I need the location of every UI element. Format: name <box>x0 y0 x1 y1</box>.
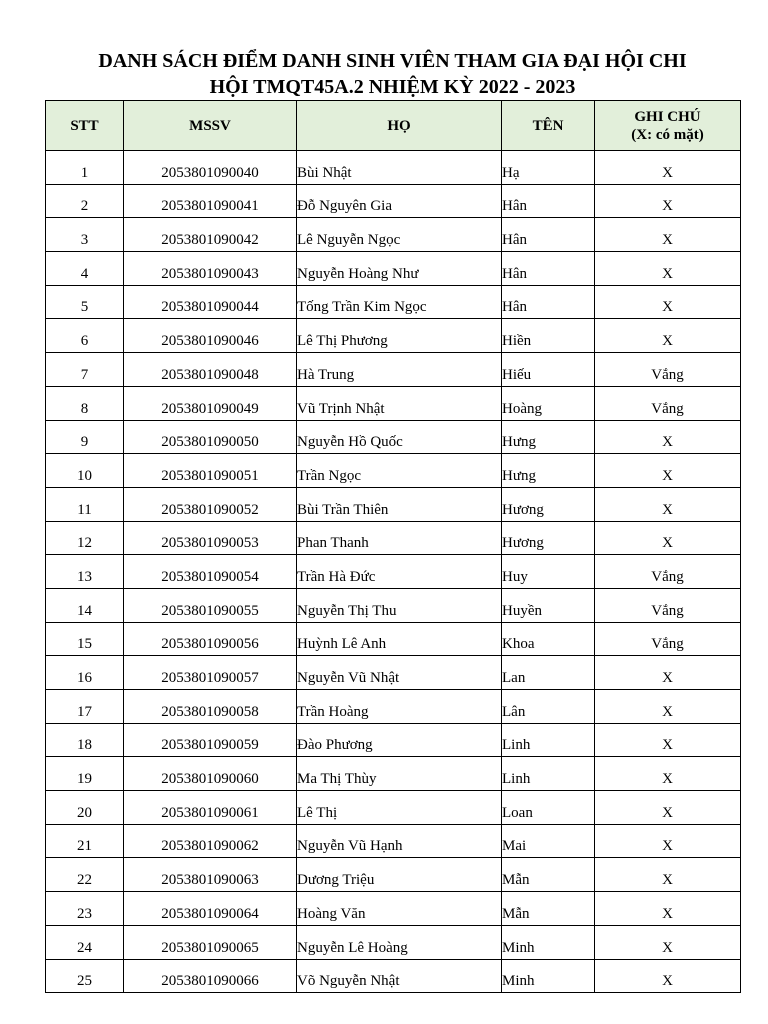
cell-note: X <box>595 925 741 959</box>
table-row <box>46 319 741 353</box>
cell-note: Vắng <box>595 588 741 622</box>
cell-mssv: 2053801090061 <box>124 791 297 825</box>
cell-stt: 16 <box>46 656 124 690</box>
cell-ten: Hân <box>502 218 595 252</box>
cell-ten: Mẫn <box>502 892 595 926</box>
cell-mssv: 2053801090041 <box>124 184 297 218</box>
cell-note: X <box>595 656 741 690</box>
table-row <box>46 892 741 926</box>
cell-note: X <box>595 791 741 825</box>
table-row <box>46 588 741 622</box>
cell-mssv: 2053801090052 <box>124 487 297 521</box>
header-note-legend: (X: có mặt) <box>631 126 704 143</box>
cell-mssv: 2053801090040 <box>124 151 297 185</box>
cell-ten: Hân <box>502 184 595 218</box>
cell-note: X <box>595 690 741 724</box>
table-row <box>46 791 741 825</box>
cell-stt: 5 <box>46 285 124 319</box>
cell-ten: Mẫn <box>502 858 595 892</box>
table-row <box>46 656 741 690</box>
cell-note: X <box>595 285 741 319</box>
cell-mssv: 2053801090053 <box>124 521 297 555</box>
cell-stt: 21 <box>46 824 124 858</box>
header-mssv: MSSV <box>124 101 297 151</box>
table-row <box>46 858 741 892</box>
cell-stt: 9 <box>46 420 124 454</box>
cell-ten: Lân <box>502 690 595 724</box>
cell-ten: Hương <box>502 521 595 555</box>
cell-ho: Võ Nguyễn Nhật <box>297 959 502 993</box>
header-ten: TÊN <box>502 101 595 151</box>
header-note <box>595 101 741 151</box>
cell-ho: Lê Thị Phương <box>297 319 502 353</box>
cell-note: X <box>595 521 741 555</box>
cell-ho: Nguyễn Vũ Hạnh <box>297 824 502 858</box>
cell-mssv: 2053801090060 <box>124 757 297 791</box>
document-title <box>45 48 740 100</box>
table-row <box>46 353 741 387</box>
cell-mssv: 2053801090055 <box>124 588 297 622</box>
cell-ten: Hương <box>502 487 595 521</box>
cell-mssv: 2053801090042 <box>124 218 297 252</box>
cell-stt: 4 <box>46 252 124 286</box>
table-body <box>46 151 741 993</box>
cell-note: X <box>595 959 741 993</box>
cell-stt: 12 <box>46 521 124 555</box>
cell-note: X <box>595 319 741 353</box>
title-line-1: DANH SÁCH ĐIỂM DANH SINH VIÊN THAM GIA ĐẠI HỘI CHI <box>98 50 687 72</box>
cell-ho: Huỳnh Lê Anh <box>297 622 502 656</box>
cell-stt: 23 <box>46 892 124 926</box>
cell-ho: Vũ Trịnh Nhật <box>297 386 502 420</box>
cell-ten: Hiếu <box>502 353 595 387</box>
table-row <box>46 824 741 858</box>
cell-stt: 1 <box>46 151 124 185</box>
cell-note: X <box>595 218 741 252</box>
table-row <box>46 690 741 724</box>
cell-mssv: 2053801090050 <box>124 420 297 454</box>
cell-ho: Bùi Nhật <box>297 151 502 185</box>
cell-stt: 3 <box>46 218 124 252</box>
cell-mssv: 2053801090062 <box>124 824 297 858</box>
table-row <box>46 555 741 589</box>
header-stt: STT <box>46 101 124 151</box>
table-row <box>46 454 741 488</box>
cell-stt: 19 <box>46 757 124 791</box>
cell-stt: 15 <box>46 622 124 656</box>
table-row <box>46 487 741 521</box>
cell-ten: Loan <box>502 791 595 825</box>
cell-ho: Hà Trung <box>297 353 502 387</box>
cell-mssv: 2053801090064 <box>124 892 297 926</box>
cell-ho: Nguyễn Thị Thu <box>297 588 502 622</box>
cell-note: X <box>595 858 741 892</box>
cell-ho: Đỗ Nguyên Gia <box>297 184 502 218</box>
cell-stt: 18 <box>46 723 124 757</box>
cell-ten: Linh <box>502 723 595 757</box>
table-row <box>46 757 741 791</box>
cell-stt: 10 <box>46 454 124 488</box>
cell-note: X <box>595 420 741 454</box>
title-line-2: HỘI TMQT45A.2 NHIỆM KỲ 2022 - 2023 <box>209 76 576 98</box>
cell-note: X <box>595 184 741 218</box>
header-note-label: GHI CHÚ <box>634 108 701 125</box>
header-ho: HỌ <box>297 101 502 151</box>
table-header <box>46 101 741 151</box>
table-row <box>46 420 741 454</box>
cell-note: Vắng <box>595 555 741 589</box>
table-row <box>46 925 741 959</box>
cell-mssv: 2053801090056 <box>124 622 297 656</box>
cell-ten: Khoa <box>502 622 595 656</box>
cell-ho: Nguyễn Hoàng Như <box>297 252 502 286</box>
table-row <box>46 959 741 993</box>
cell-ten: Hưng <box>502 454 595 488</box>
cell-stt: 25 <box>46 959 124 993</box>
cell-note: X <box>595 723 741 757</box>
cell-ho: Lê Thị <box>297 791 502 825</box>
cell-stt: 13 <box>46 555 124 589</box>
cell-mssv: 2053801090058 <box>124 690 297 724</box>
cell-note: X <box>595 487 741 521</box>
cell-stt: 6 <box>46 319 124 353</box>
cell-stt: 20 <box>46 791 124 825</box>
cell-ten: Huy <box>502 555 595 589</box>
cell-stt: 7 <box>46 353 124 387</box>
table-row <box>46 151 741 185</box>
cell-ho: Bùi Trần Thiên <box>297 487 502 521</box>
cell-stt: 24 <box>46 925 124 959</box>
cell-note: Vắng <box>595 386 741 420</box>
cell-mssv: 2053801090046 <box>124 319 297 353</box>
cell-mssv: 2053801090049 <box>124 386 297 420</box>
table-row <box>46 252 741 286</box>
cell-ten: Minh <box>502 925 595 959</box>
cell-note: X <box>595 454 741 488</box>
cell-ten: Hạ <box>502 151 595 185</box>
cell-mssv: 2053801090057 <box>124 656 297 690</box>
header-row <box>46 101 741 151</box>
cell-note: X <box>595 824 741 858</box>
cell-ho: Dương Triệu <box>297 858 502 892</box>
cell-mssv: 2053801090065 <box>124 925 297 959</box>
cell-ten: Linh <box>502 757 595 791</box>
cell-ho: Đào Phương <box>297 723 502 757</box>
cell-ho: Nguyễn Hồ Quốc <box>297 420 502 454</box>
cell-note: Vắng <box>595 622 741 656</box>
cell-stt: 8 <box>46 386 124 420</box>
cell-mssv: 2053801090044 <box>124 285 297 319</box>
cell-ten: Hưng <box>502 420 595 454</box>
cell-note: X <box>595 252 741 286</box>
cell-note: X <box>595 757 741 791</box>
cell-mssv: 2053801090063 <box>124 858 297 892</box>
attendance-table <box>45 100 741 993</box>
cell-ten: Hân <box>502 285 595 319</box>
cell-mssv: 2053801090059 <box>124 723 297 757</box>
cell-stt: 14 <box>46 588 124 622</box>
cell-stt: 22 <box>46 858 124 892</box>
cell-mssv: 2053801090066 <box>124 959 297 993</box>
cell-ten: Hiền <box>502 319 595 353</box>
cell-mssv: 2053801090043 <box>124 252 297 286</box>
cell-note: X <box>595 892 741 926</box>
cell-mssv: 2053801090054 <box>124 555 297 589</box>
cell-ho: Phan Thanh <box>297 521 502 555</box>
table-row <box>46 521 741 555</box>
cell-ten: Minh <box>502 959 595 993</box>
table-row <box>46 723 741 757</box>
cell-note: Vắng <box>595 353 741 387</box>
cell-ho: Trần Ngọc <box>297 454 502 488</box>
cell-stt: 17 <box>46 690 124 724</box>
cell-stt: 2 <box>46 184 124 218</box>
table-row <box>46 184 741 218</box>
cell-note: X <box>595 151 741 185</box>
cell-ho: Trần Hoàng <box>297 690 502 724</box>
table-row <box>46 622 741 656</box>
cell-ten: Hân <box>502 252 595 286</box>
cell-stt: 11 <box>46 487 124 521</box>
cell-ho: Ma Thị Thùy <box>297 757 502 791</box>
table-row <box>46 218 741 252</box>
table-row <box>46 285 741 319</box>
cell-ten: Mai <box>502 824 595 858</box>
cell-mssv: 2053801090048 <box>124 353 297 387</box>
cell-ten: Lan <box>502 656 595 690</box>
cell-ho: Hoàng Văn <box>297 892 502 926</box>
cell-ten: Hoàng <box>502 386 595 420</box>
cell-ho: Nguyễn Lê Hoàng <box>297 925 502 959</box>
cell-ho: Lê Nguyễn Ngọc <box>297 218 502 252</box>
cell-mssv: 2053801090051 <box>124 454 297 488</box>
cell-ten: Huyền <box>502 588 595 622</box>
cell-ho: Nguyễn Vũ Nhật <box>297 656 502 690</box>
table-row <box>46 386 741 420</box>
cell-ho: Tống Trần Kim Ngọc <box>297 285 502 319</box>
cell-ho: Trần Hà Đức <box>297 555 502 589</box>
